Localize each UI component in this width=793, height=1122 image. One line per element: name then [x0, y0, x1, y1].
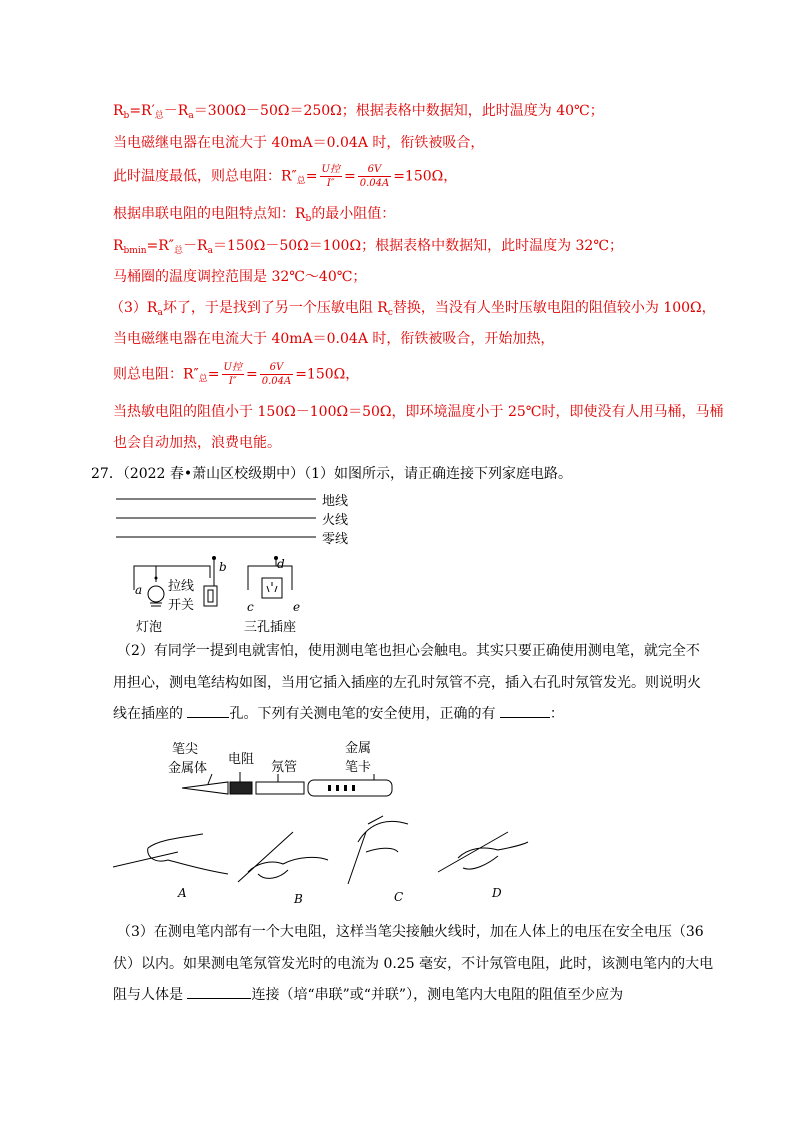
pen-clip-label-1: 金属 [345, 741, 372, 756]
option-b: B [294, 892, 303, 906]
test-pen-diagram [178, 760, 418, 810]
option-c: C [394, 890, 404, 904]
switch-label-2: 开关 [168, 598, 195, 613]
point-b: b [219, 560, 227, 574]
point-c: c [247, 600, 254, 614]
option-a: A [178, 886, 187, 900]
pen-usage-figures [108, 812, 538, 892]
solution-line-4: 根据串联电阻的电阻特点知：$R_b$的最小阻值： [113, 206, 396, 224]
part3-line-3: 阻与人体是 连接（培“串联”或“并联”），测电笔内大电阻的阻值至少应为 [113, 984, 623, 1005]
option-d: D [492, 886, 502, 900]
part2-line-1: （2）有同学一提到电就害怕，使用测电笔也担心会触电。其实只要正确使用测电笔，就完全不 [117, 643, 700, 659]
pen-resistor-label: 电阻 [228, 752, 255, 767]
solution-line-3: 此时温度最低，则总电阻：$R''_总=$ $\frac{\text{U控}}{I''}$ = $\frac{6V}{0.04A}$ =150Ω， [113, 164, 458, 189]
part3-line-2: 伏）以内。如果测电笔氖管发光时的电流为 0.25 毫安，不计氖管电阻，此时，该测电笔内的大电 [113, 956, 714, 972]
pen-tip-label-1: 笔尖 [172, 742, 199, 757]
point-a: a [135, 583, 143, 597]
solution-line-10: 当热敏电阻的阻值小于 150Ω－100Ω＝50Ω，即环境温度小于 25℃时，即使没有人用马桶，马桶 [113, 404, 724, 420]
answer-blank-correct[interactable] [500, 703, 550, 718]
wire-ground-label: 地线 [322, 494, 349, 509]
circuit-diagram [110, 486, 470, 636]
part2-line-2: 用担心，测电笔结构如图，当用它插入插座的左孔时氖管不亮，插入右孔时氖管发光。则说明火 [113, 675, 701, 691]
bulb-label: 灯泡 [136, 620, 163, 635]
point-d: d [277, 557, 285, 571]
solution-line-5: $R_{bmin}=R''_总-R_a=150\Omega-50\Omega=100\Omega$；根据表格中数据知，此时温度为 32℃； [113, 238, 623, 256]
solution-line-6: 马桶圈的温度调控范围是 32℃～40℃； [113, 269, 367, 285]
answer-blank-connection[interactable] [187, 984, 251, 999]
wire-live-label: 火线 [322, 513, 349, 528]
question-header: 27．（2022 春•萧山区校级期中）（1）如图所示，请正确连接下列家庭电路。 [91, 466, 573, 482]
part3-line-1: （3）在测电笔内部有一个大电阻，这样当笔尖接触火线时，加在人体上的电压在安全电压（36 [117, 924, 704, 940]
solution-line-9: 则总电阻：$R''_总=$ $\frac{\text{U控}}{I''}$ = $\frac{6V}{0.04A}$ =150Ω， [113, 362, 360, 387]
switch-label-1: 拉线 [168, 579, 195, 594]
socket-label: 三孔插座 [244, 620, 297, 635]
wire-neutral-label: 零线 [322, 532, 349, 547]
pen-neon-label: 氖管 [271, 760, 298, 775]
answer-blank-hole[interactable] [187, 703, 229, 718]
solution-line-7: $(3)R_a$坏了，于是找到了另一个压敏电阻 $R_c$替换，当没有人坐时压敏电阻的阻值较小为 100Ω， [110, 300, 716, 318]
part2-line-3: 线在插座的 孔。下列有关测电笔的安全使用，正确的有 ： [113, 703, 564, 724]
solution-line-11: 也会自动加热，浪费电能。 [113, 435, 281, 451]
point-e: e [293, 600, 301, 614]
solution-line-2: 当电磁继电器在电流大于 40mA＝0.04A 时，衔铁被吸合， [113, 135, 485, 151]
solution-line-8: 当电磁继电器在电流大于 40mA＝0.04A 时，衔铁被吸合，开始加热， [113, 331, 555, 347]
pen-tip-label-2: 金属体 [168, 761, 208, 776]
solution-line-1: $R_b=R'_总-R_a=300\Omega-50\Omega=250\Omega$；根据表格中数据知，此时温度为 40℃； [113, 103, 604, 121]
pen-clip-label-2: 笔卡 [345, 760, 372, 775]
